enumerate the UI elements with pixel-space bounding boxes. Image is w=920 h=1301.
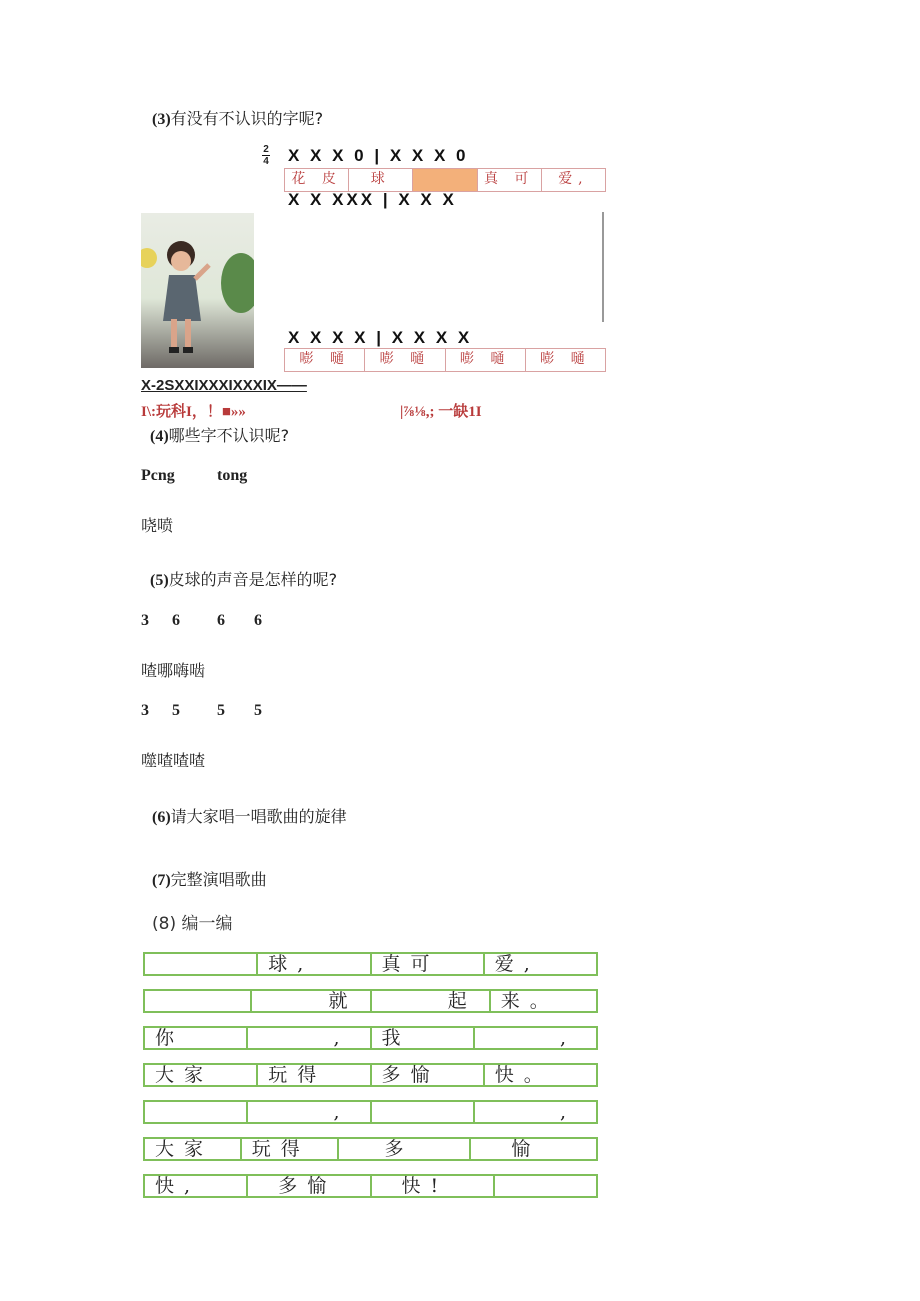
note: 3	[141, 612, 149, 629]
score-bracket	[598, 212, 604, 322]
lyric-cell-shaded	[413, 169, 477, 191]
grid-cell[interactable]: 快!	[372, 1176, 495, 1196]
child-photo	[141, 213, 254, 368]
grid-row	[143, 1100, 598, 1124]
question-3	[152, 106, 323, 129]
grid-cell[interactable]: 快。	[494, 1064, 553, 1086]
pinyin-1: Pcng	[141, 467, 175, 484]
rhythm-row-2: X X XXX | X X X	[288, 190, 457, 209]
question-7	[152, 867, 267, 890]
grid-cell[interactable]: 玩得	[258, 1065, 371, 1085]
question-number: (4)	[150, 428, 169, 445]
question-number: (3)	[152, 111, 171, 128]
question-text: 请大家唱一唱歌曲的旋律	[170, 807, 347, 826]
time-signature	[262, 144, 270, 167]
grid-cell[interactable]: ,	[559, 1101, 576, 1123]
grid-cell[interactable]: 就	[252, 991, 371, 1011]
lyric-cell: 球	[349, 169, 413, 191]
question-number: (7)	[152, 872, 171, 889]
grid-row	[143, 952, 598, 976]
lyric-cell: 花 皮	[285, 169, 349, 191]
grid-cell[interactable]	[145, 991, 252, 1011]
grid-cell[interactable]	[145, 1102, 248, 1122]
question-text: 皮球的声音是怎样的呢?	[168, 570, 338, 589]
lyric-row-3	[284, 348, 606, 372]
question-text: 完整演唱歌曲	[170, 870, 267, 889]
note: 5	[254, 702, 262, 719]
rhythm-text-line: X-2SXXIXXXIXXXIX——	[141, 377, 307, 394]
lyric-text-left: I\:玩科I，！■»»	[141, 404, 246, 420]
lyric-cell: 爱,	[558, 171, 589, 187]
question-text: 有没有不认识的字呢?	[170, 109, 324, 128]
grid-row	[143, 989, 598, 1013]
grid-row	[143, 1174, 598, 1198]
grid-cell[interactable]: 多愉	[248, 1176, 371, 1196]
grid-row	[143, 1026, 598, 1050]
time-signature-top: 2	[263, 144, 269, 155]
grid-cell[interactable]: 快,	[145, 1176, 248, 1196]
word-1: 哓喷	[141, 516, 174, 535]
lyric-text-right: |⅞⅛,; 一缺1I	[400, 404, 482, 420]
grid-cell[interactable]: 来。	[500, 990, 559, 1012]
word-3: 噬喳喳喳	[141, 751, 206, 770]
grid-cell[interactable]: 愉	[511, 1138, 541, 1160]
note: 6	[217, 612, 225, 629]
grid-cell[interactable]: 多愉	[372, 1065, 485, 1085]
question-4	[150, 423, 289, 446]
note: 5	[217, 702, 225, 719]
question-6	[152, 804, 347, 827]
grid-cell[interactable]	[495, 1176, 596, 1196]
note: 6	[172, 612, 180, 629]
grid-cell[interactable]: 球,	[258, 954, 371, 974]
grid-cell[interactable]: 爱,	[494, 953, 540, 975]
lyric-cell: 嘭 嗵	[365, 349, 445, 371]
note: 3	[141, 702, 149, 719]
grid-cell[interactable]	[372, 1102, 475, 1122]
rhythm-row-1: X X X 0 | X X X 0	[288, 146, 469, 165]
grid-cell[interactable]: 大家	[145, 1065, 258, 1085]
grid-row	[143, 1063, 598, 1087]
grid-cell[interactable]: ,	[559, 1027, 576, 1049]
time-signature-bottom: 4	[263, 156, 269, 167]
question-number: (6)	[152, 809, 171, 826]
grid-cell[interactable]: 你	[145, 1028, 248, 1048]
grid-cell[interactable]	[145, 954, 258, 974]
question-5	[150, 567, 337, 590]
grid-cell[interactable]: 多	[339, 1139, 472, 1159]
lyric-cell: 嘭 嗵	[540, 351, 591, 367]
rhythm-score	[258, 140, 608, 380]
child-illustration	[141, 213, 254, 368]
grid-cell[interactable]: 起	[372, 991, 491, 1011]
pinyin-2: tong	[217, 467, 248, 484]
question-number: (5)	[150, 572, 169, 589]
grid-row	[143, 1137, 598, 1161]
grid-cell[interactable]: 我	[372, 1028, 475, 1048]
grid-cell[interactable]: 真可	[372, 954, 485, 974]
grid-cell[interactable]: 玩得	[242, 1139, 339, 1159]
rhythm-row-3: X X X X | X X X X	[288, 328, 473, 347]
note: 5	[172, 702, 180, 719]
lyric-cell: 嘭 嗵	[285, 349, 365, 371]
question-8: (8) 编一编	[152, 914, 233, 934]
grid-cell[interactable]: ,	[248, 1102, 371, 1122]
lyric-cell: 嘭 嗵	[446, 349, 526, 371]
grid-cell[interactable]: ,	[248, 1028, 371, 1048]
lyric-row-1	[284, 168, 606, 192]
question-text: 哪些字不认识呢?	[168, 426, 290, 445]
word-2: 喳哪嗨啮	[141, 661, 206, 680]
lyric-cell: 真 可	[478, 169, 542, 191]
note: 6	[254, 612, 262, 629]
grid-cell[interactable]: 大家	[145, 1139, 242, 1159]
